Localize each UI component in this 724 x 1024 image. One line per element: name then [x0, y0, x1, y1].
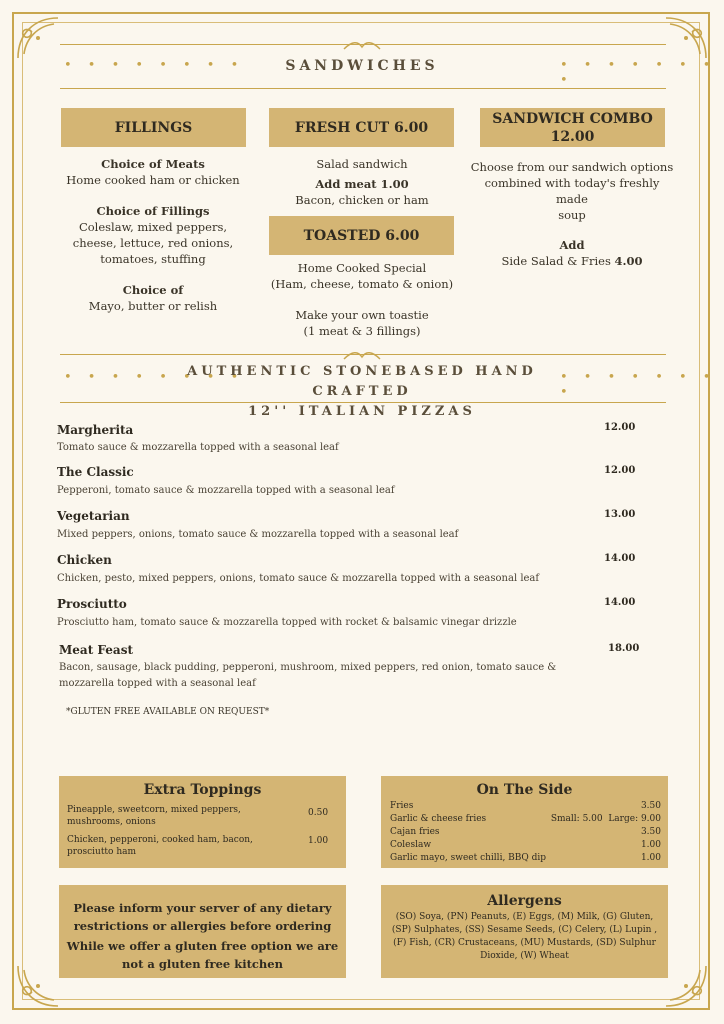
- combo-add: Add: [559, 238, 585, 252]
- divider: [60, 354, 666, 355]
- pizza-desc: Bacon, sausage, black pudding, pepperoni, mushroom, mixed peppers, red onion, tomato sauce &: [59, 662, 557, 673]
- fresh-cut-details: [262, 156, 462, 208]
- side-item-price: 1.00: [640, 840, 661, 850]
- dietary-line: restrictions or allergies before ordering: [73, 919, 332, 933]
- divider: [60, 402, 666, 403]
- dot-row-icon: • • • • • • • •: [64, 58, 245, 73]
- combo-header: [480, 108, 665, 147]
- fillings-details: [52, 156, 254, 314]
- topping-line: mushrooms, onions: [67, 817, 156, 827]
- fillings-line: cheese, lettuce, red onions,: [72, 236, 234, 250]
- pizza-name: Prosciutto: [57, 597, 127, 611]
- topping-line: Chicken, pepperoni, cooked ham, bacon,: [67, 835, 253, 845]
- pizza-title-line: 12'' ITALIAN PIZZAS: [248, 404, 476, 419]
- side-item-name: Coleslaw: [390, 840, 432, 850]
- meat-options: Bacon, chicken or ham: [295, 193, 429, 207]
- fresh-cut-line: Salad sandwich: [316, 157, 408, 171]
- topping-line: Pineapple, sweetcorn, mixed peppers,: [67, 805, 241, 815]
- allergen-line: (SO) Soya, (PN) Peanuts, (E) Eggs, (M) Milk, (G) Gluten,: [395, 912, 654, 922]
- fresh-cut-header: FRESH CUT 6.00: [269, 108, 454, 147]
- pizza-name: Meat Feast: [59, 643, 133, 657]
- gluten-note: *GLUTEN FREE AVAILABLE ON REQUEST*: [66, 707, 270, 717]
- allergens-panel: [381, 885, 668, 978]
- topping-row: [67, 834, 287, 858]
- toasted-line: Home Cooked Special: [297, 261, 427, 275]
- side-item-price: 3.50: [640, 801, 661, 811]
- pizza-desc: Tomato sauce & mozzarella topped with a seasonal leaf: [57, 442, 339, 453]
- pizza-desc: mozzarella topped with a seasonal leaf: [59, 678, 256, 689]
- side-item-name: Garlic & cheese fries: [390, 814, 487, 824]
- fillings-line: tomatoes, stuffing: [100, 252, 206, 266]
- dot-row-icon: • • • • • • • •: [560, 58, 717, 88]
- toasted-line: Make your own toastie: [295, 308, 429, 322]
- dietary-line: not a gluten free kitchen: [122, 957, 283, 971]
- dietary-panel: [59, 885, 346, 978]
- dot-row-icon: • • • • • • • •: [64, 370, 245, 385]
- topping-price: 0.50: [308, 808, 329, 818]
- topping-price: 1.00: [308, 836, 329, 846]
- pizza-price: 12.00: [604, 422, 636, 433]
- pizza-desc: Mixed peppers, onions, tomato sauce & mozzarella topped with a seasonal leaf: [57, 529, 459, 540]
- fillings-line: Coleslaw, mixed peppers,: [78, 220, 228, 234]
- divider: [60, 44, 666, 45]
- on-the-side-panel: [381, 776, 668, 868]
- side-item-price: 1.00: [640, 853, 661, 863]
- allergens-title: Allergens: [487, 893, 562, 909]
- choice-text: Mayo, butter or relish: [88, 299, 218, 313]
- pizza-desc: Chicken, pesto, mixed peppers, onions, tomato sauce & mozzarella topped with a seasonal leaf: [57, 573, 540, 584]
- side-item-name: Garlic mayo, sweet chilli, BBQ dip: [390, 853, 547, 863]
- pizza-name: Vegetarian: [57, 509, 130, 523]
- on-the-side-title: On The Side: [476, 782, 573, 798]
- fillings-title: Choice of Fillings: [96, 204, 210, 218]
- meats-text: Home cooked ham or chicken: [66, 173, 240, 187]
- pizza-name: Margherita: [57, 423, 134, 437]
- corner-ornament-icon: [662, 14, 710, 62]
- pizza-title-line: AUTHENTIC STONEBASED HAND CRAFTED: [187, 364, 537, 399]
- corner-ornament-icon: [662, 962, 710, 1010]
- corner-ornament-icon: [14, 14, 62, 62]
- pizza-desc: Prosciutto ham, tomato sauce & mozzarella topped with rocket & balsamic vinegar drizzle: [57, 617, 517, 628]
- choice-title: Choice of: [122, 283, 184, 297]
- pizza-price: 18.00: [608, 643, 640, 654]
- meats-title: Choice of Meats: [101, 157, 205, 171]
- pizza-price: 12.00: [604, 465, 636, 476]
- corner-ornament-icon: [14, 962, 62, 1010]
- pizza-name: The Classic: [57, 465, 134, 479]
- dietary-line: Please inform your server of any dietary: [73, 901, 332, 915]
- extra-toppings-title: Extra Toppings: [143, 782, 262, 798]
- dietary-line: While we offer a gluten free option we are: [66, 939, 339, 953]
- pizza-price: 14.00: [604, 597, 636, 608]
- combo-side-text: Side Salad & Fries: [501, 254, 611, 268]
- add-meat: Add meat 1.00: [315, 177, 409, 191]
- combo-details: [468, 159, 676, 269]
- side-item-price: Small: 5.00 Large: 9.00: [550, 814, 661, 824]
- toasted-details: [255, 260, 469, 339]
- combo-side: [468, 253, 676, 269]
- pizza-price: 13.00: [604, 509, 636, 520]
- extra-toppings-panel: [59, 776, 346, 868]
- pizza-title: [150, 362, 574, 422]
- combo-line: combined with today's freshly made: [484, 176, 660, 206]
- sandwiches-title: SANDWICHES: [285, 58, 439, 74]
- side-item-name: Cajan fries: [390, 827, 440, 837]
- topping-row: [67, 804, 287, 828]
- combo-line: soup: [558, 208, 586, 222]
- combo-line: Choose from our sandwich options: [470, 160, 674, 174]
- pizza-name: Chicken: [57, 553, 112, 567]
- toasted-line: (Ham, cheese, tomato & onion): [270, 277, 454, 291]
- combo-side-price: 4.00: [614, 254, 643, 268]
- combo-title: SANDWICH COMBO: [492, 110, 653, 127]
- dot-row-icon: • • • • • • • •: [560, 370, 717, 400]
- combo-price: 12.00: [550, 128, 595, 145]
- side-item-name: Fries: [390, 801, 414, 811]
- divider: [60, 88, 666, 89]
- dietary-text: [59, 899, 346, 973]
- side-item-price: 3.50: [640, 827, 661, 837]
- pizza-price: 14.00: [604, 553, 636, 564]
- pizza-desc: Pepperoni, tomato sauce & mozzarella topped with a seasonal leaf: [57, 485, 395, 496]
- allergen-line: (SP) Sulphates, (SS) Sesame Seeds, (C) Celery, (L) Lupin ,: [391, 925, 658, 935]
- allergen-line: (F) Fish, (CR) Crustaceans, (MU) Mustards, (SD) Sulphur: [393, 938, 656, 948]
- allergen-line: Dioxide, (W) Wheat: [480, 951, 569, 961]
- topping-line: prosciutto ham: [67, 847, 137, 857]
- allergens-text: [381, 911, 668, 963]
- toasted-line: (1 meat & 3 fillings): [303, 324, 421, 338]
- toasted-header: TOASTED 6.00: [269, 216, 454, 255]
- fillings-header: FILLINGS: [61, 108, 246, 147]
